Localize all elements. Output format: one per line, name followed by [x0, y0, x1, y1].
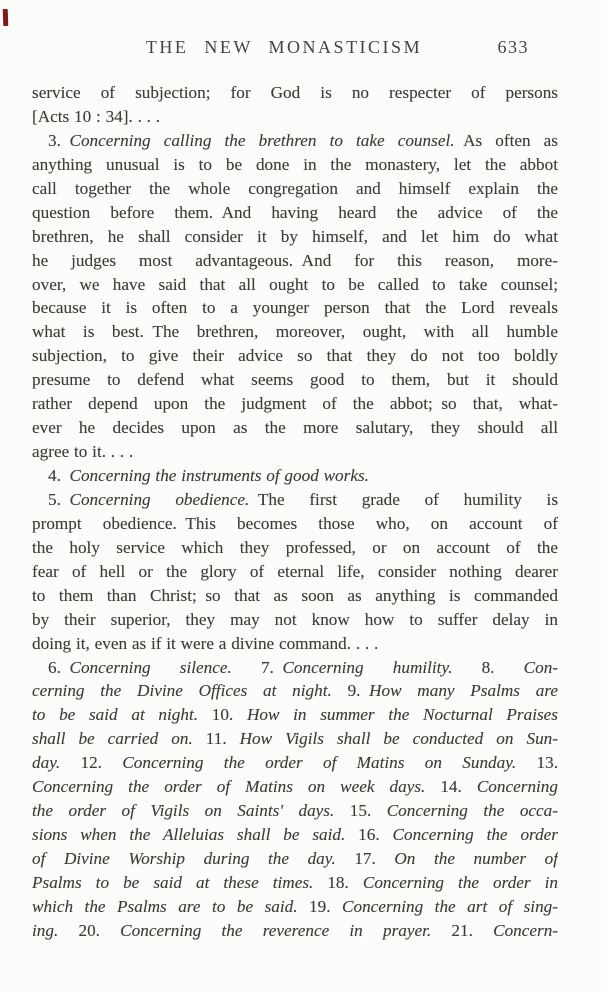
text-line [32, 416, 558, 440]
italic-text-segment: sions when the Alleluias shall be said. [32, 825, 346, 845]
text-segment: 14. [425, 777, 477, 797]
italic-text-segment: to be said at night. [32, 705, 199, 725]
italic-text-segment: Concerning obedience. [69, 489, 250, 509]
text-line [32, 344, 558, 368]
italic-text-segment: of Divine Worship during the day. [32, 849, 336, 868]
italic-text-segment: Concerning the order of Matins on Sunday. [122, 753, 517, 773]
text-segment: what is best. The brethren, moreover, ought, with all humble [32, 322, 558, 342]
page-header [32, 37, 558, 63]
text-segment: call together the whole congregation and himself explain the [32, 178, 558, 198]
text-segment: question before them. And having heard the advice of the [32, 202, 558, 222]
italic-text-segment: Concerning [476, 777, 558, 797]
text-line [32, 656, 558, 680]
text-line [32, 225, 558, 249]
text-line [32, 823, 558, 847]
italic-text-segment: Concerning the reverence in prayer. [120, 920, 432, 940]
text-line [32, 775, 558, 799]
italic-text-segment: How many Psalms are [369, 681, 558, 701]
text-segment: brethren, he shall consider it by himself, and let him do what [32, 226, 558, 246]
text-segment: presume to defend what seems good to them, but it should [32, 370, 558, 390]
text-segment: 18. [313, 872, 363, 892]
text-segment: 17. [335, 849, 395, 868]
text-line [32, 249, 558, 273]
italic-text-segment: Concerning the order [392, 825, 558, 845]
text-segment: 15. [334, 801, 387, 821]
text-segment: 21. [431, 920, 494, 940]
text-segment: over, we have said that all ought to be called to take counsel; [32, 274, 558, 294]
page-number: 633 [497, 37, 529, 57]
text-segment: As often as [454, 130, 558, 150]
italic-text-segment: the order of Vigils on Saints' days. [32, 801, 335, 821]
text-line [32, 296, 558, 320]
text-line [32, 368, 558, 392]
text-segment: rather depend upon the judgment of the abbot; so that, what- [32, 394, 558, 414]
text-segment: fear of hell or the glory of eternal life, consider nothing dearer [32, 561, 558, 581]
text-line [32, 560, 558, 584]
text-segment: 10. [198, 705, 247, 725]
italic-text-segment: How in summer the Nocturnal Praises [246, 705, 558, 725]
text-line [32, 871, 558, 895]
text-line [32, 177, 558, 201]
text-line [32, 919, 558, 943]
text-segment: ever he decides upon as the more salutary, they should all [32, 418, 558, 438]
text-line [32, 153, 558, 177]
text-segment: he judges most advantageous. And for this reason, more- [32, 250, 558, 270]
text-line [32, 273, 558, 297]
italic-text-segment: Concerning the occa- [386, 801, 558, 821]
text-segment: to them than Christ; so that as soon as anything is commanded [32, 585, 558, 605]
scan-ink-mark [3, 9, 9, 26]
text-line [32, 81, 558, 105]
text-line [32, 679, 558, 703]
text-segment: 13. [516, 753, 558, 773]
text-segment: prompt obedience. This becomes those who, on account of [32, 513, 558, 533]
italic-text-segment: Concerning calling the brethren to take counsel. [69, 130, 455, 150]
italic-text-segment: Psalms to be said at these times. [32, 872, 314, 892]
text-line [32, 847, 558, 871]
text-segment: 16. [345, 825, 393, 845]
text-segment: because it is often to a younger person that the Lord reveals [32, 298, 558, 318]
running-head-title: THE NEW MONASTICISM [145, 37, 423, 57]
italic-text-segment: Concerning silence. [69, 657, 232, 677]
text-line [32, 129, 558, 153]
italic-text-segment: Concerning the instruments of good works. [69, 466, 369, 485]
text-segment: 4. [48, 466, 70, 485]
text-segment: the holy service which they professed, or on account of the [32, 537, 558, 557]
italic-text-segment: which the Psalms are to be said. [32, 896, 298, 916]
text-segment: 12. [60, 753, 123, 773]
text-line [32, 105, 558, 129]
italic-text-segment: ing. [32, 920, 59, 940]
text-line [32, 584, 558, 608]
text-segment: doing it, even as if it were a divine command. . . . [32, 633, 379, 653]
text-segment: 7. [231, 657, 283, 677]
text-segment: 5. [48, 489, 70, 509]
text-line [32, 608, 558, 632]
text-segment: [Acts 10 : 34]. . . . [32, 106, 161, 126]
italic-text-segment: cerning the Divine Offices at night. [32, 681, 332, 701]
italic-text-segment: Concern- [493, 920, 558, 940]
text-segment: subjection, to give their advice so that they do not too boldly [32, 346, 558, 366]
text-segment: 19. [297, 896, 343, 916]
text-segment: by their superior, they may not know how to suffer delay in [32, 609, 558, 629]
text-line [32, 703, 558, 727]
text-line [32, 895, 558, 919]
text-segment: 6. [48, 657, 70, 677]
text-segment: 9. [331, 681, 370, 701]
italic-text-segment: On the number of [394, 849, 558, 868]
text-line [32, 512, 558, 536]
text-line [32, 632, 558, 656]
italic-text-segment: Concerning the order of Matins on week days. [32, 777, 426, 797]
text-line [32, 392, 558, 416]
italic-text-segment: day. [32, 753, 61, 773]
italic-text-segment: Concerning the art of sing- [342, 896, 558, 916]
text-segment: The first grade of humility is [249, 489, 558, 509]
text-segment: anything unusual is to be done in the monastery, let the abbot [32, 154, 558, 174]
text-line [32, 799, 558, 823]
text-line [32, 727, 558, 751]
text-line [32, 201, 558, 225]
text-segment: 20. [58, 920, 121, 940]
italic-text-segment: shall be carried on. [32, 729, 193, 749]
text-segment: agree to it. . . . [32, 442, 134, 462]
italic-text-segment: How Vigils shall be conducted on Sun- [239, 729, 558, 749]
page-body [32, 81, 558, 943]
italic-text-segment: Concerning humility. [282, 657, 453, 677]
text-segment: 11. [192, 729, 240, 749]
text-segment: service of subjection; for God is no respecter of persons [32, 83, 558, 102]
text-segment: 3. [48, 130, 70, 150]
text-line [32, 440, 558, 464]
italic-text-segment: Concerning the order in [362, 872, 558, 892]
text-line [32, 536, 558, 560]
text-line [32, 488, 558, 512]
text-line [32, 464, 558, 488]
italic-text-segment: Con- [523, 657, 558, 677]
text-line [32, 320, 558, 344]
text-line [32, 751, 558, 775]
text-segment: 8. [452, 657, 524, 677]
